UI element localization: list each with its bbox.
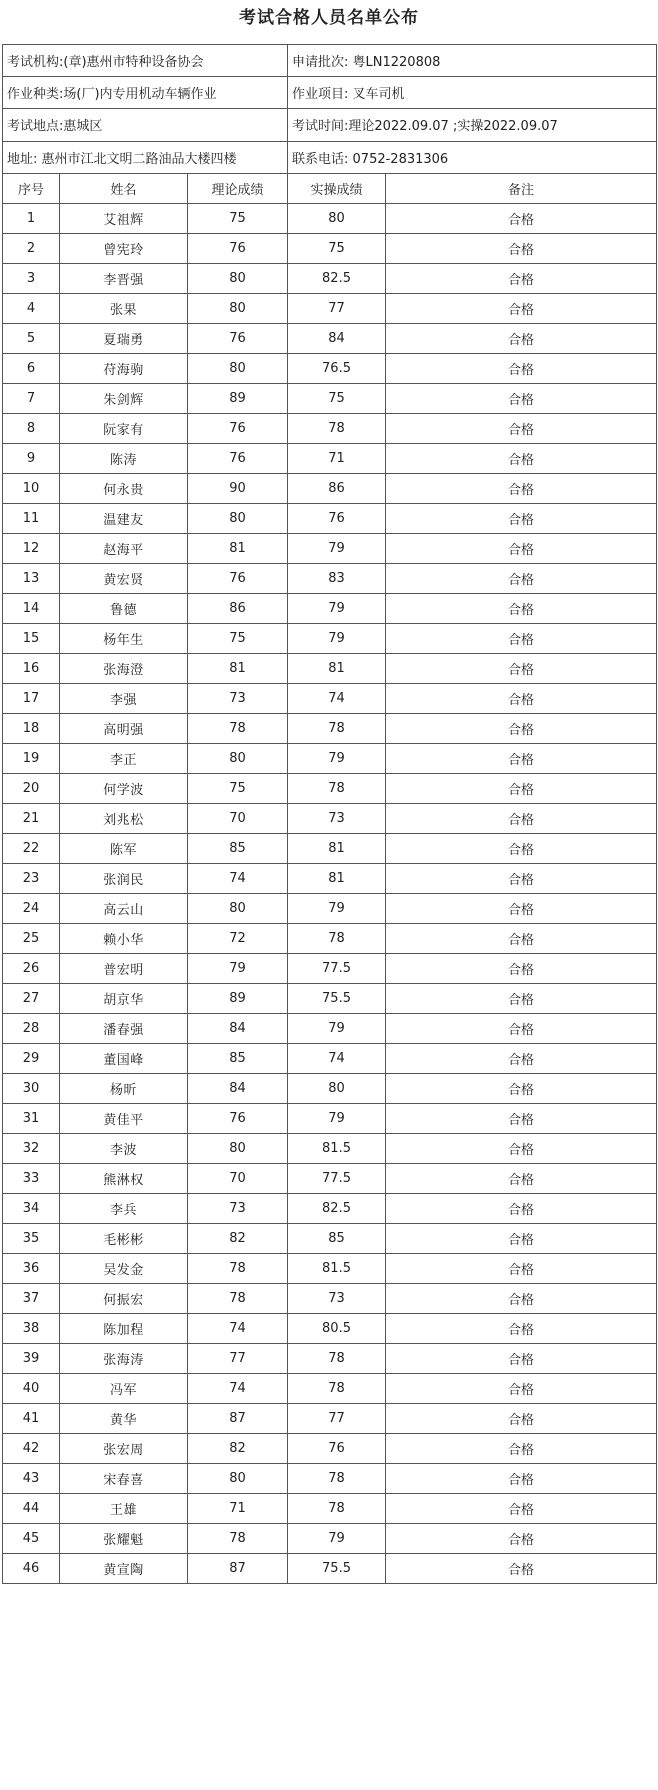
table-row — [3, 533, 657, 563]
cell-theory-score: 77 — [188, 1343, 288, 1373]
cell-index: 45 — [3, 1523, 60, 1553]
cell-name: 普宏明 — [60, 953, 188, 983]
cell-remark: 合格 — [386, 1463, 657, 1493]
cell-practical-score: 82.5 — [288, 263, 386, 293]
cell-theory-score: 76 — [188, 413, 288, 443]
cell-remark: 合格 — [386, 743, 657, 773]
table-row — [3, 293, 657, 323]
header-remark: 备注 — [386, 173, 657, 203]
cell-remark: 合格 — [386, 1253, 657, 1283]
cell-name: 赖小华 — [60, 923, 188, 953]
results-table — [2, 44, 657, 1584]
table-row — [3, 1433, 657, 1463]
cell-practical-score: 80 — [288, 203, 386, 233]
cell-name: 李正 — [60, 743, 188, 773]
table-row — [3, 1553, 657, 1583]
cell-theory-score: 75 — [188, 773, 288, 803]
cell-index: 25 — [3, 923, 60, 953]
table-row — [3, 623, 657, 653]
cell-remark: 合格 — [386, 1523, 657, 1553]
table-row — [3, 413, 657, 443]
cell-name: 刘兆松 — [60, 803, 188, 833]
cell-name: 苻海驹 — [60, 353, 188, 383]
cell-practical-score: 77.5 — [288, 1163, 386, 1193]
cell-theory-score: 70 — [188, 803, 288, 833]
cell-name: 张宏周 — [60, 1433, 188, 1463]
cell-remark: 合格 — [386, 1283, 657, 1313]
cell-name: 吴发金 — [60, 1253, 188, 1283]
table-row — [3, 1313, 657, 1343]
cell-index: 38 — [3, 1313, 60, 1343]
cell-remark: 合格 — [386, 1043, 657, 1073]
cell-name: 胡京华 — [60, 983, 188, 1013]
table-row — [3, 1073, 657, 1103]
cell-practical-score: 79 — [288, 1013, 386, 1043]
cell-index: 14 — [3, 593, 60, 623]
cell-name: 黄宏贤 — [60, 563, 188, 593]
cell-name: 曾宪玲 — [60, 233, 188, 263]
table-row — [3, 1523, 657, 1553]
cell-index: 34 — [3, 1193, 60, 1223]
cell-theory-score: 80 — [188, 1133, 288, 1163]
cell-practical-score: 80.5 — [288, 1313, 386, 1343]
cell-index: 21 — [3, 803, 60, 833]
cell-practical-score: 81 — [288, 653, 386, 683]
cell-theory-score: 75 — [188, 203, 288, 233]
cell-remark: 合格 — [386, 893, 657, 923]
cell-practical-score: 71 — [288, 443, 386, 473]
cell-name: 张润民 — [60, 863, 188, 893]
table-row — [3, 1493, 657, 1523]
cell-name: 陈军 — [60, 833, 188, 863]
cell-name: 张海涛 — [60, 1343, 188, 1373]
cell-practical-score: 84 — [288, 323, 386, 353]
cell-index: 28 — [3, 1013, 60, 1043]
table-row — [3, 563, 657, 593]
cell-practical-score: 79 — [288, 893, 386, 923]
info-row-category — [3, 77, 657, 109]
cell-theory-score: 84 — [188, 1013, 288, 1043]
cell-practical-score: 83 — [288, 563, 386, 593]
cell-name: 李晋强 — [60, 263, 188, 293]
cell-practical-score: 73 — [288, 1283, 386, 1313]
cell-remark: 合格 — [386, 203, 657, 233]
cell-index: 43 — [3, 1463, 60, 1493]
cell-name: 黄宣陶 — [60, 1553, 188, 1583]
table-row — [3, 323, 657, 353]
cell-name: 杨昕 — [60, 1073, 188, 1103]
cell-practical-score: 79 — [288, 593, 386, 623]
cell-practical-score: 74 — [288, 1043, 386, 1073]
cell-name: 杨年生 — [60, 623, 188, 653]
cell-index: 15 — [3, 623, 60, 653]
cell-theory-score: 80 — [188, 263, 288, 293]
cell-remark: 合格 — [386, 1223, 657, 1253]
cell-practical-score: 79 — [288, 623, 386, 653]
exam-time: 考试时间:理论2022.09.07 ;实操2022.09.07 — [288, 109, 657, 141]
table-row — [3, 863, 657, 893]
work-category: 作业种类:场(厂)内专用机动车辆作业 — [3, 77, 288, 109]
cell-theory-score: 80 — [188, 353, 288, 383]
cell-theory-score: 82 — [188, 1223, 288, 1253]
cell-remark: 合格 — [386, 563, 657, 593]
cell-index: 4 — [3, 293, 60, 323]
cell-index: 9 — [3, 443, 60, 473]
cell-index: 41 — [3, 1403, 60, 1433]
cell-practical-score: 77 — [288, 1403, 386, 1433]
table-row — [3, 803, 657, 833]
cell-remark: 合格 — [386, 1073, 657, 1103]
table-row — [3, 443, 657, 473]
cell-practical-score: 76 — [288, 503, 386, 533]
table-row — [3, 1343, 657, 1373]
cell-name: 黄华 — [60, 1403, 188, 1433]
cell-index: 16 — [3, 653, 60, 683]
cell-index: 27 — [3, 983, 60, 1013]
table-row — [3, 1133, 657, 1163]
cell-name: 高云山 — [60, 893, 188, 923]
info-row-location — [3, 109, 657, 141]
cell-theory-score: 72 — [188, 923, 288, 953]
cell-name: 李兵 — [60, 1193, 188, 1223]
cell-theory-score: 80 — [188, 893, 288, 923]
cell-index: 42 — [3, 1433, 60, 1463]
cell-index: 6 — [3, 353, 60, 383]
cell-practical-score: 79 — [288, 1103, 386, 1133]
cell-theory-score: 80 — [188, 503, 288, 533]
cell-name: 温建友 — [60, 503, 188, 533]
cell-index: 33 — [3, 1163, 60, 1193]
cell-theory-score: 84 — [188, 1073, 288, 1103]
header-practical-score: 实操成绩 — [288, 173, 386, 203]
cell-index: 22 — [3, 833, 60, 863]
table-row — [3, 1463, 657, 1493]
cell-theory-score: 74 — [188, 1313, 288, 1343]
cell-remark: 合格 — [386, 863, 657, 893]
table-row — [3, 1103, 657, 1133]
table-row — [3, 833, 657, 863]
table-row — [3, 1013, 657, 1043]
cell-remark: 合格 — [386, 263, 657, 293]
cell-practical-score: 76 — [288, 1433, 386, 1463]
work-item: 作业项目: 叉车司机 — [288, 77, 657, 109]
cell-remark: 合格 — [386, 1433, 657, 1463]
cell-name: 何永贵 — [60, 473, 188, 503]
cell-remark: 合格 — [386, 653, 657, 683]
cell-index: 31 — [3, 1103, 60, 1133]
cell-theory-score: 87 — [188, 1553, 288, 1583]
table-row — [3, 1223, 657, 1253]
cell-index: 39 — [3, 1343, 60, 1373]
cell-theory-score: 78 — [188, 713, 288, 743]
cell-remark: 合格 — [386, 383, 657, 413]
cell-remark: 合格 — [386, 683, 657, 713]
cell-practical-score: 79 — [288, 1523, 386, 1553]
cell-remark: 合格 — [386, 623, 657, 653]
table-row — [3, 1043, 657, 1073]
cell-theory-score: 76 — [188, 563, 288, 593]
cell-theory-score: 75 — [188, 623, 288, 653]
cell-index: 40 — [3, 1373, 60, 1403]
table-row — [3, 713, 657, 743]
cell-index: 18 — [3, 713, 60, 743]
cell-remark: 合格 — [386, 593, 657, 623]
cell-practical-score: 78 — [288, 1343, 386, 1373]
cell-theory-score: 81 — [188, 533, 288, 563]
cell-remark: 合格 — [386, 773, 657, 803]
cell-practical-score: 79 — [288, 533, 386, 563]
info-row-org — [3, 45, 657, 77]
table-row — [3, 233, 657, 263]
cell-index: 20 — [3, 773, 60, 803]
cell-remark: 合格 — [386, 323, 657, 353]
table-row — [3, 203, 657, 233]
cell-name: 熊淋权 — [60, 1163, 188, 1193]
cell-name: 鲁德 — [60, 593, 188, 623]
address: 地址: 惠州市江北文明二路油品大楼四楼 — [3, 141, 288, 173]
cell-remark: 合格 — [386, 1553, 657, 1583]
table-row — [3, 1193, 657, 1223]
cell-name: 阮家有 — [60, 413, 188, 443]
exam-org: 考试机构:(章)惠州市特种设备协会 — [3, 45, 288, 77]
cell-practical-score: 78 — [288, 1463, 386, 1493]
cell-theory-score: 71 — [188, 1493, 288, 1523]
cell-practical-score: 81 — [288, 863, 386, 893]
cell-practical-score: 78 — [288, 413, 386, 443]
cell-index: 23 — [3, 863, 60, 893]
cell-practical-score: 73 — [288, 803, 386, 833]
header-theory-score: 理论成绩 — [188, 173, 288, 203]
cell-name: 何学波 — [60, 773, 188, 803]
cell-index: 30 — [3, 1073, 60, 1103]
cell-practical-score: 85 — [288, 1223, 386, 1253]
cell-name: 赵海平 — [60, 533, 188, 563]
cell-remark: 合格 — [386, 1373, 657, 1403]
cell-remark: 合格 — [386, 983, 657, 1013]
cell-theory-score: 76 — [188, 323, 288, 353]
cell-index: 26 — [3, 953, 60, 983]
cell-practical-score: 81.5 — [288, 1253, 386, 1283]
table-row — [3, 923, 657, 953]
cell-theory-score: 80 — [188, 1463, 288, 1493]
cell-index: 35 — [3, 1223, 60, 1253]
cell-remark: 合格 — [386, 833, 657, 863]
cell-remark: 合格 — [386, 953, 657, 983]
cell-name: 张果 — [60, 293, 188, 323]
cell-index: 19 — [3, 743, 60, 773]
table-row — [3, 503, 657, 533]
cell-remark: 合格 — [386, 503, 657, 533]
cell-name: 黄佳平 — [60, 1103, 188, 1133]
cell-remark: 合格 — [386, 233, 657, 263]
cell-index: 46 — [3, 1553, 60, 1583]
cell-practical-score: 78 — [288, 1373, 386, 1403]
table-row — [3, 653, 657, 683]
cell-remark: 合格 — [386, 803, 657, 833]
table-row — [3, 743, 657, 773]
cell-name: 夏瑞勇 — [60, 323, 188, 353]
cell-name: 张耀魁 — [60, 1523, 188, 1553]
cell-theory-score: 76 — [188, 233, 288, 263]
cell-name: 陈加程 — [60, 1313, 188, 1343]
cell-theory-score: 85 — [188, 833, 288, 863]
cell-remark: 合格 — [386, 1343, 657, 1373]
table-row — [3, 1403, 657, 1433]
cell-index: 1 — [3, 203, 60, 233]
cell-index: 13 — [3, 563, 60, 593]
cell-index: 36 — [3, 1253, 60, 1283]
table-row — [3, 773, 657, 803]
cell-remark: 合格 — [386, 443, 657, 473]
cell-theory-score: 80 — [188, 743, 288, 773]
cell-remark: 合格 — [386, 1163, 657, 1193]
cell-index: 17 — [3, 683, 60, 713]
table-row — [3, 353, 657, 383]
table-row — [3, 893, 657, 923]
cell-remark: 合格 — [386, 1313, 657, 1343]
table-row — [3, 1163, 657, 1193]
cell-name: 董国峰 — [60, 1043, 188, 1073]
cell-theory-score: 76 — [188, 1103, 288, 1133]
cell-index: 12 — [3, 533, 60, 563]
table-row — [3, 1373, 657, 1403]
cell-index: 10 — [3, 473, 60, 503]
cell-remark: 合格 — [386, 1133, 657, 1163]
cell-theory-score: 82 — [188, 1433, 288, 1463]
cell-name: 张海澄 — [60, 653, 188, 683]
cell-practical-score: 78 — [288, 713, 386, 743]
cell-theory-score: 81 — [188, 653, 288, 683]
cell-name: 宋春喜 — [60, 1463, 188, 1493]
header-index: 序号 — [3, 173, 60, 203]
cell-theory-score: 89 — [188, 983, 288, 1013]
cell-practical-score: 81 — [288, 833, 386, 863]
cell-practical-score: 75 — [288, 233, 386, 263]
cell-practical-score: 80 — [288, 1073, 386, 1103]
cell-index: 2 — [3, 233, 60, 263]
cell-theory-score: 76 — [188, 443, 288, 473]
table-row — [3, 593, 657, 623]
cell-practical-score: 75.5 — [288, 983, 386, 1013]
cell-remark: 合格 — [386, 1013, 657, 1043]
cell-remark: 合格 — [386, 1493, 657, 1523]
cell-remark: 合格 — [386, 293, 657, 323]
cell-remark: 合格 — [386, 1403, 657, 1433]
cell-theory-score: 80 — [188, 293, 288, 323]
table-header-row — [3, 173, 657, 203]
cell-index: 7 — [3, 383, 60, 413]
cell-theory-score: 78 — [188, 1283, 288, 1313]
table-row — [3, 1283, 657, 1313]
cell-practical-score: 75 — [288, 383, 386, 413]
cell-remark: 合格 — [386, 1103, 657, 1133]
cell-index: 44 — [3, 1493, 60, 1523]
cell-practical-score: 86 — [288, 473, 386, 503]
cell-practical-score: 78 — [288, 923, 386, 953]
cell-theory-score: 73 — [188, 683, 288, 713]
cell-practical-score: 74 — [288, 683, 386, 713]
cell-practical-score: 78 — [288, 1493, 386, 1523]
table-row — [3, 953, 657, 983]
cell-remark: 合格 — [386, 713, 657, 743]
cell-remark: 合格 — [386, 473, 657, 503]
cell-name: 王雄 — [60, 1493, 188, 1523]
table-row — [3, 473, 657, 503]
cell-name: 朱剑辉 — [60, 383, 188, 413]
cell-remark: 合格 — [386, 353, 657, 383]
info-row-address — [3, 141, 657, 173]
cell-name: 高明强 — [60, 713, 188, 743]
cell-name: 毛彬彬 — [60, 1223, 188, 1253]
table-row — [3, 683, 657, 713]
cell-remark: 合格 — [386, 923, 657, 953]
cell-theory-score: 85 — [188, 1043, 288, 1073]
cell-index: 5 — [3, 323, 60, 353]
cell-practical-score: 79 — [288, 743, 386, 773]
cell-index: 11 — [3, 503, 60, 533]
cell-practical-score: 77 — [288, 293, 386, 323]
table-row — [3, 383, 657, 413]
page-title: 考试合格人员名单公布 — [239, 8, 419, 28]
cell-remark: 合格 — [386, 1193, 657, 1223]
cell-index: 8 — [3, 413, 60, 443]
cell-practical-score: 75.5 — [288, 1553, 386, 1583]
cell-name: 李强 — [60, 683, 188, 713]
cell-theory-score: 73 — [188, 1193, 288, 1223]
cell-remark: 合格 — [386, 413, 657, 443]
cell-practical-score: 81.5 — [288, 1133, 386, 1163]
cell-name: 艾祖辉 — [60, 203, 188, 233]
cell-theory-score: 78 — [188, 1523, 288, 1553]
cell-name: 何振宏 — [60, 1283, 188, 1313]
table-row — [3, 983, 657, 1013]
table-row — [3, 1253, 657, 1283]
cell-index: 3 — [3, 263, 60, 293]
exam-location: 考试地点:惠城区 — [3, 109, 288, 141]
cell-practical-score: 78 — [288, 773, 386, 803]
cell-remark: 合格 — [386, 533, 657, 563]
cell-practical-score: 76.5 — [288, 353, 386, 383]
apply-batch: 申请批次: 粤LN1220808 — [288, 45, 657, 77]
cell-theory-score: 74 — [188, 1373, 288, 1403]
cell-theory-score: 74 — [188, 863, 288, 893]
cell-name: 冯军 — [60, 1373, 188, 1403]
cell-index: 24 — [3, 893, 60, 923]
cell-name: 陈涛 — [60, 443, 188, 473]
cell-theory-score: 70 — [188, 1163, 288, 1193]
table-row — [3, 263, 657, 293]
cell-practical-score: 77.5 — [288, 953, 386, 983]
cell-name: 李波 — [60, 1133, 188, 1163]
cell-theory-score: 78 — [188, 1253, 288, 1283]
contact-phone: 联系电话: 0752-2831306 — [288, 141, 657, 173]
cell-theory-score: 87 — [188, 1403, 288, 1433]
cell-practical-score: 82.5 — [288, 1193, 386, 1223]
cell-name: 潘春强 — [60, 1013, 188, 1043]
cell-theory-score: 89 — [188, 383, 288, 413]
cell-theory-score: 90 — [188, 473, 288, 503]
cell-index: 37 — [3, 1283, 60, 1313]
cell-theory-score: 86 — [188, 593, 288, 623]
cell-index: 29 — [3, 1043, 60, 1073]
cell-theory-score: 79 — [188, 953, 288, 983]
cell-index: 32 — [3, 1133, 60, 1163]
header-name: 姓名 — [60, 173, 188, 203]
